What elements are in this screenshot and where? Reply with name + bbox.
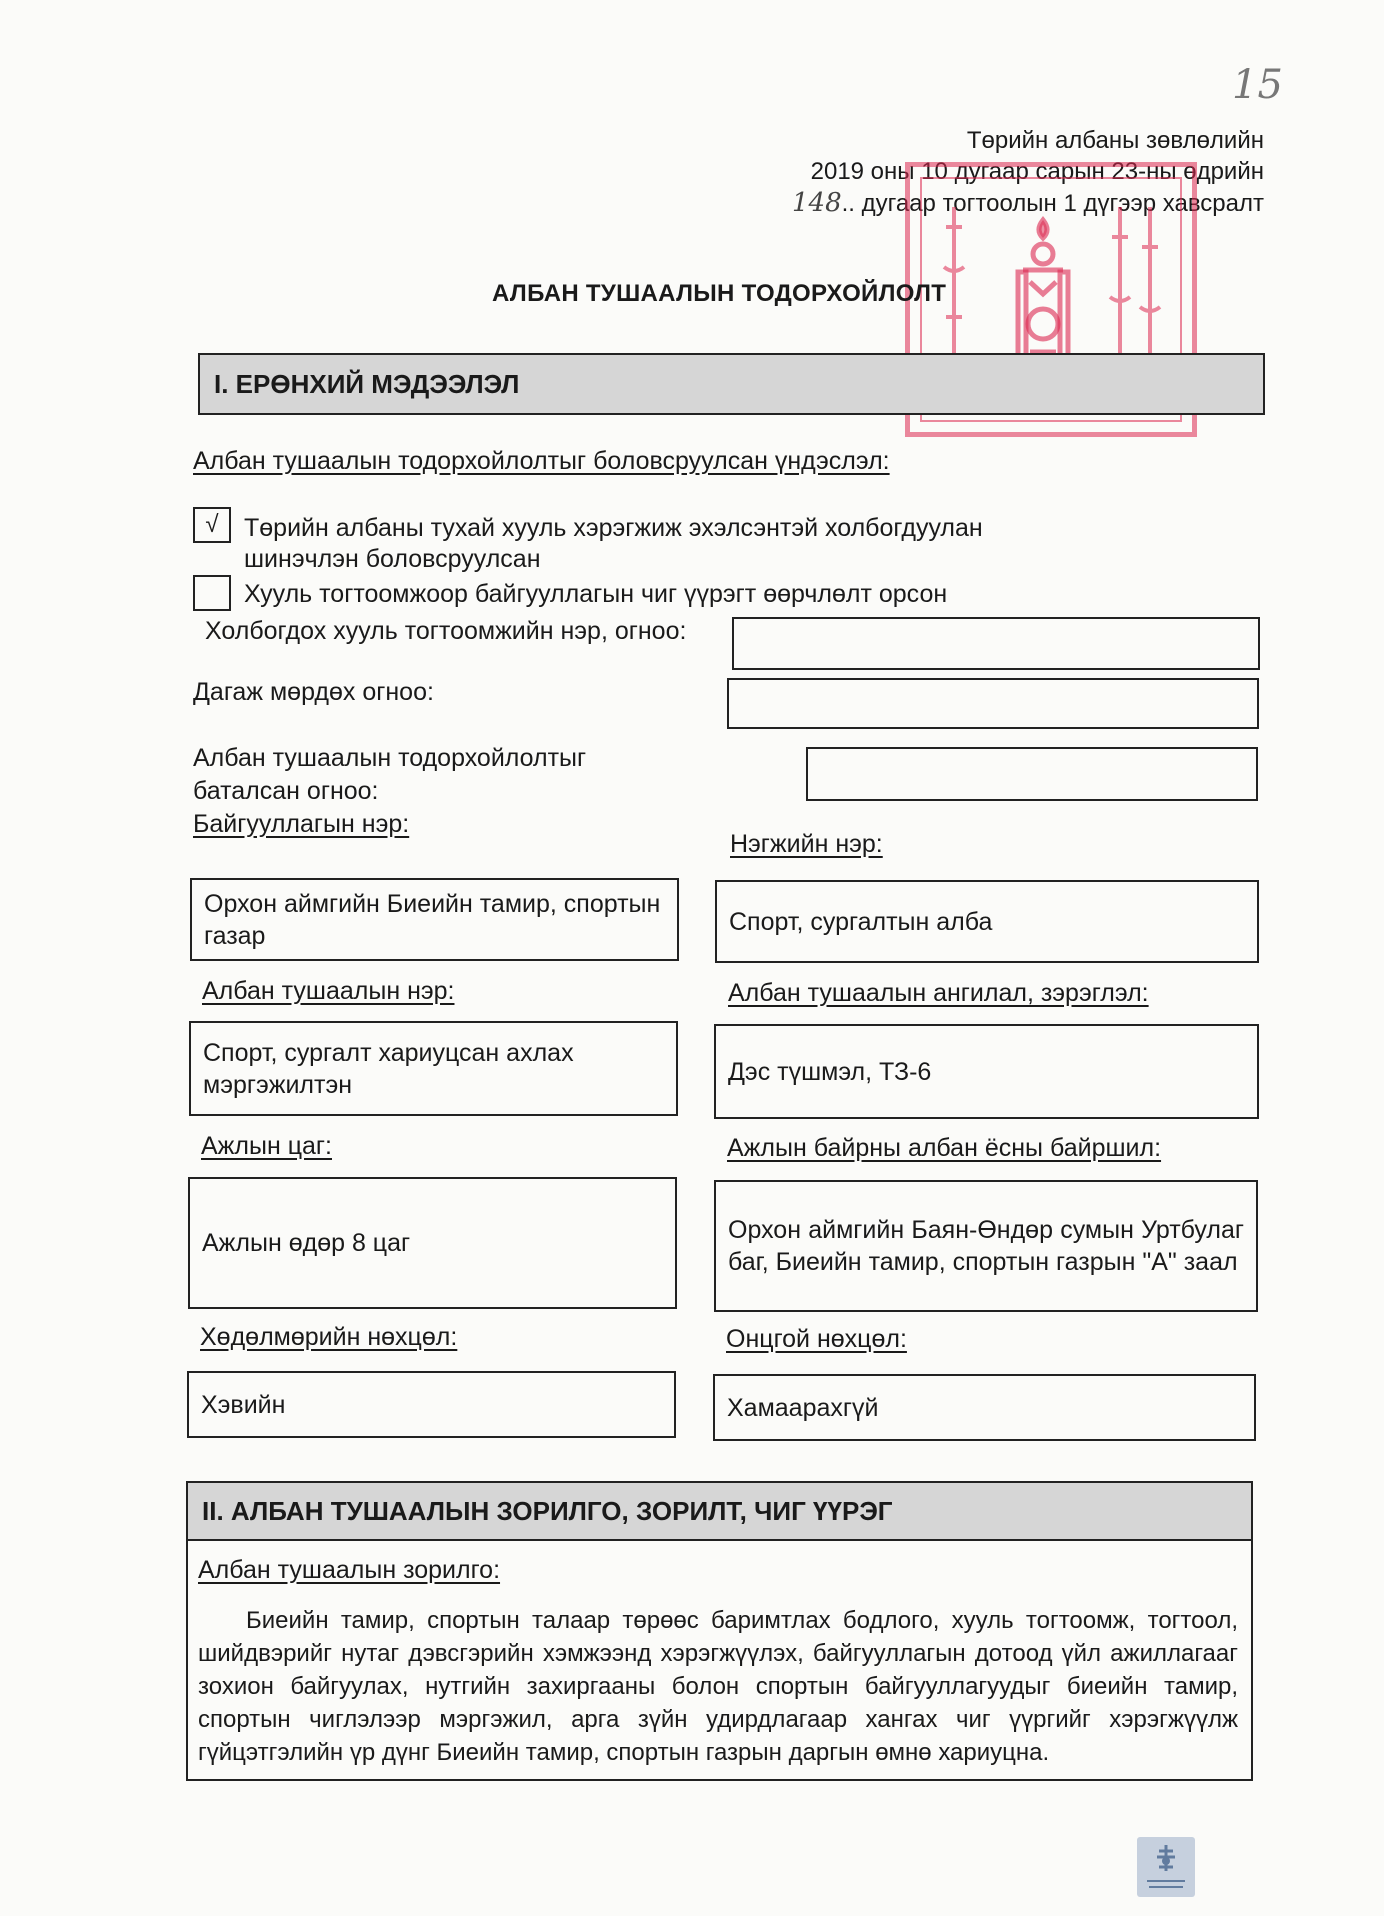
special-label: Онцгой нөхцөл:: [726, 1325, 907, 1353]
org-field[interactable]: [190, 878, 679, 961]
effective-date-field[interactable]: [727, 678, 1259, 729]
class-field[interactable]: [714, 1024, 1259, 1119]
approved-date-field[interactable]: [806, 747, 1258, 801]
basis-option-2-checkbox[interactable]: [193, 575, 231, 611]
approved-date-label-line1: Албан тушаалын тодорхойлолтыг: [193, 744, 587, 772]
government-emblem-icon: [1137, 1837, 1195, 1897]
special-value: Хамаарахгүй: [727, 1393, 879, 1422]
org-value: Орхон аймгийн Биеийн тамир, спортын газар: [204, 889, 661, 950]
class-value: Дэс түшмэл, ТЗ-6: [728, 1057, 932, 1086]
position-value: Спорт, сургалт хариуцсан ахлах мэргэжилтэн: [203, 1038, 574, 1099]
section-1-title: I. ЕРӨНХИЙ МЭДЭЭЛЭЛ: [214, 368, 520, 399]
basis-label: Албан тушаалын тодорхойлолтыг боловсруулсан үндэслэл:: [193, 447, 890, 475]
hours-field[interactable]: [188, 1177, 677, 1309]
class-label: Албан тушаалын ангилал, зэрэглэл:: [728, 979, 1149, 1007]
section-2-title: II. АЛБАН ТУШААЛЫН ЗОРИЛГО, ЗОРИЛТ, ЧИГ ҮҮРЭГ: [202, 1495, 893, 1526]
header-line-1: Төрийн албаны зөвлөлийн: [966, 127, 1264, 154]
checkmark-icon: √: [205, 511, 219, 538]
page-number: 15: [1232, 62, 1283, 108]
section-1-header: [198, 353, 1265, 415]
unit-field[interactable]: [715, 880, 1259, 963]
hours-value: Ажлын өдөр 8 цаг: [202, 1229, 411, 1257]
header-line-3-text: .. дугаар тогтоолын 1 дүгээр хавсралт: [841, 190, 1264, 217]
org-label: Байгууллагын нэр:: [193, 810, 410, 838]
related-law-field[interactable]: [732, 617, 1260, 670]
conditions-field[interactable]: [187, 1371, 676, 1438]
conditions-value: Хэвийн: [201, 1390, 286, 1419]
related-law-label: Холбогдох хууль тогтоомжийн нэр, огноо:: [205, 617, 687, 645]
location-label: Ажлын байрны албан ёсны байршил:: [727, 1134, 1162, 1162]
special-field[interactable]: [713, 1374, 1256, 1441]
position-field[interactable]: [189, 1021, 678, 1116]
document-title: АЛБАН ТУШААЛЫН ТОДОРХОЙЛОЛТ: [492, 280, 947, 307]
basis-option-1-label-line2: шинэчлэн боловсруулсан: [244, 545, 541, 573]
conditions-label: Хөдөлмөрийн нөхцөл:: [200, 1323, 458, 1351]
location-value: Орхон аймгийн Баян-Өндөр сумын Уртбулаг баг, Биеийн тамир, спортын газрын "А" заал: [728, 1216, 1244, 1276]
approved-date-label-line2: баталсан огноо:: [193, 777, 379, 805]
location-field[interactable]: [714, 1180, 1258, 1312]
basis-option-2-label: Хууль тогтоомжоор байгууллагын чиг үүрэгт өөрчлөлт орсон: [244, 580, 948, 608]
unit-label: Нэгжийн нэр:: [730, 830, 883, 858]
goal-label: Албан тушаалын зорилго:: [198, 1556, 501, 1584]
hours-label: Ажлын цаг:: [201, 1132, 332, 1160]
header-line-2: 2019 оны 10 дугаар сарын 23-ны өдрийн: [810, 158, 1264, 185]
basis-option-1-label-line1: Төрийн албаны тухай хууль хэрэгжиж эхэлсэнтэй холбогдуулан: [244, 514, 983, 542]
section-2-header: [186, 1481, 1253, 1541]
handwritten-number: 148: [791, 188, 842, 218]
basis-option-1-checkbox[interactable]: [193, 507, 231, 543]
goal-text: Биеийн тамир, спортын талаар төрөөс баримтлах бодлого, хууль тогтоомж, тогтоол, шийдвэрийг нутаг дэвсгэрийн хэмжээнд хэрэгжүүлэх, байгууллагын дотоод үйл ажиллагааг зохион байгуулах, нутгийн захиргааны болон спортын байгууллагуудыг биеийн тамир, спортын чиглэлээр мэргэжил, арга зүйн удирдлагаар хангах чиг үүргийг хэрэгжүүлж гүйцэтгэлийн үр дүнг Биеийн тамир, спортын газрын даргын өмнө хариуцна.: [198, 1607, 1238, 1766]
position-label: Албан тушаалын нэр:: [202, 977, 455, 1005]
unit-value: Спорт, сургалтын алба: [729, 907, 993, 936]
effective-date-label: Дагаж мөрдөх огноо:: [193, 678, 434, 706]
